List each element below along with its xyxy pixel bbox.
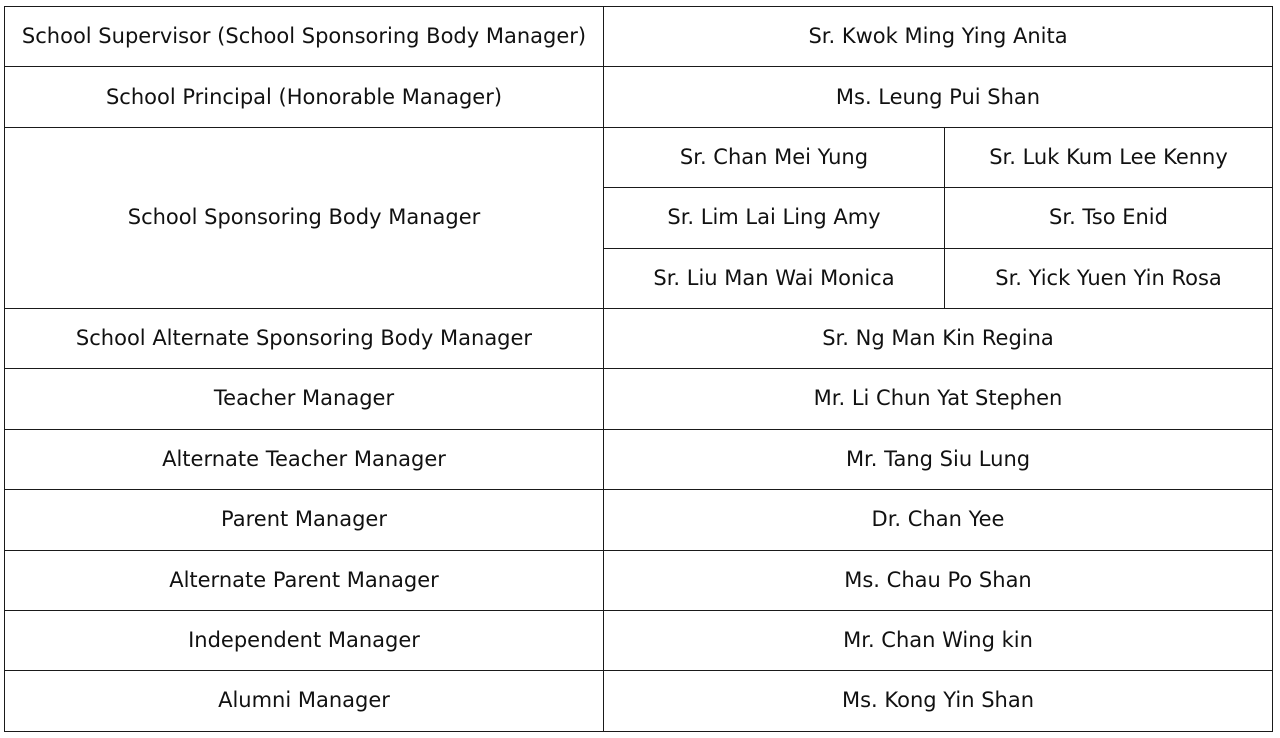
role-cell: Alumni Manager <box>5 671 604 731</box>
manager-name-cell: Sr. Chan Mei Yung <box>604 127 945 187</box>
role-cell: School Alternate Sponsoring Body Manager <box>5 308 604 368</box>
role-cell: Independent Manager <box>5 610 604 670</box>
manager-name-cell: Sr. Kwok Ming Ying Anita <box>604 7 1273 67</box>
table-row <box>5 67 1273 127</box>
manager-name-cell: Mr. Li Chun Yat Stephen <box>604 369 1273 429</box>
manager-name-cell: Sr. Tso Enid <box>945 188 1273 248</box>
role-cell: School Sponsoring Body Manager <box>5 127 604 308</box>
manager-name-cell: Sr. Liu Man Wai Monica <box>604 248 945 308</box>
manager-name-cell: Sr. Lim Lai Ling Amy <box>604 188 945 248</box>
manager-name-cell: Sr. Luk Kum Lee Kenny <box>945 127 1273 187</box>
manager-name-cell: Sr. Ng Man Kin Regina <box>604 308 1273 368</box>
school-managers-table <box>4 6 1273 732</box>
table-row <box>5 369 1273 429</box>
manager-name-cell: Sr. Yick Yuen Yin Rosa <box>945 248 1273 308</box>
table-row <box>5 7 1273 67</box>
role-cell: Alternate Teacher Manager <box>5 429 604 489</box>
table-row <box>5 671 1273 731</box>
role-cell: Teacher Manager <box>5 369 604 429</box>
manager-name-cell: Mr. Chan Wing kin <box>604 610 1273 670</box>
table-row <box>5 610 1273 670</box>
table-row <box>5 308 1273 368</box>
role-cell: Alternate Parent Manager <box>5 550 604 610</box>
manager-name-cell: Mr. Tang Siu Lung <box>604 429 1273 489</box>
role-cell: School Principal (Honorable Manager) <box>5 67 604 127</box>
table-row <box>5 550 1273 610</box>
table-row <box>5 429 1273 489</box>
table-row <box>5 127 1273 187</box>
manager-name-cell: Dr. Chan Yee <box>604 490 1273 550</box>
manager-name-cell: Ms. Chau Po Shan <box>604 550 1273 610</box>
manager-name-cell: Ms. Leung Pui Shan <box>604 67 1273 127</box>
role-cell: Parent Manager <box>5 490 604 550</box>
role-cell: School Supervisor (School Sponsoring Body Manager) <box>5 7 604 67</box>
manager-name-cell: Ms. Kong Yin Shan <box>604 671 1273 731</box>
table-row <box>5 490 1273 550</box>
